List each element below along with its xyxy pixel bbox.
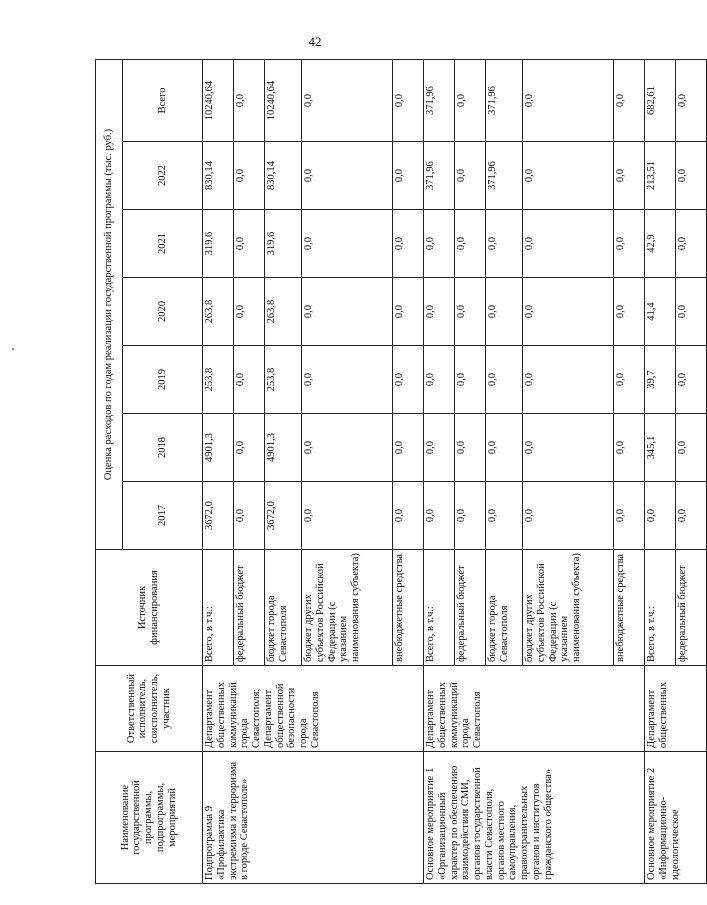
- value-cell: 0,0: [676, 142, 707, 210]
- value-cell: 0,0: [234, 414, 265, 482]
- header-year-2018: 2018: [123, 414, 203, 482]
- value-cell: 0,0: [676, 278, 707, 346]
- rotated-table-frame: [95, 60, 688, 884]
- value-cell: 371,96: [486, 142, 523, 210]
- header-name: Наименование государственной программы, подпрограммы, мероприятий: [96, 752, 203, 884]
- value-cell: 0,0: [676, 346, 707, 414]
- value-cell: 0,0: [302, 210, 393, 278]
- value-cell: 0,0: [424, 346, 455, 414]
- value-cell: 0,0: [455, 346, 486, 414]
- funding-source: бюджет других субъектов Российской Федерации (с указанием наименования субъекта): [523, 550, 614, 666]
- funding-source: бюджет города Севастополя: [486, 550, 523, 666]
- value-cell: 0,0: [393, 414, 424, 482]
- value-cell: 0,0: [676, 414, 707, 482]
- value-cell: 0,0: [234, 346, 265, 414]
- value-cell: 0,0: [614, 210, 645, 278]
- value-cell: 0,0: [302, 142, 393, 210]
- header-year-2021: 2021: [123, 210, 203, 278]
- value-cell: 0,0: [393, 482, 424, 550]
- value-cell: 4901,3: [265, 414, 302, 482]
- value-cell: 0,0: [393, 59, 424, 141]
- value-cell: 0,0: [424, 482, 455, 550]
- value-cell: 4901,3: [203, 414, 234, 482]
- funding-source: внебюджетные средства: [614, 550, 645, 666]
- table-row: [645, 59, 676, 883]
- program-executor: Департамент общественных коммуникаций города Севастополя; Департамент общественной безопасности города Севастополя: [203, 666, 424, 752]
- header-year-2022: 2022: [123, 142, 203, 210]
- value-cell: 830,14: [203, 142, 234, 210]
- value-cell: 0,0: [486, 414, 523, 482]
- value-cell: 371,96: [486, 59, 523, 141]
- value-cell: 0,0: [455, 482, 486, 550]
- value-cell: 0,0: [614, 142, 645, 210]
- value-cell: 0,0: [614, 346, 645, 414]
- value-cell: 0,0: [486, 278, 523, 346]
- program-executor: Департамент общественных: [645, 666, 707, 752]
- value-cell: 0,0: [424, 210, 455, 278]
- funding-source: Всего, в т.ч.:: [203, 550, 234, 666]
- funding-source: Всего, в т.ч.:: [424, 550, 455, 666]
- value-cell: 0,0: [523, 278, 614, 346]
- value-cell: 0,0: [455, 142, 486, 210]
- value-cell: 0,0: [234, 482, 265, 550]
- value-cell: 253,8: [203, 346, 234, 414]
- funding-source: Всего, в т.ч.:: [645, 550, 676, 666]
- value-cell: 0,0: [302, 278, 393, 346]
- program-name: Подпрограмма 9 «Профилактика экстремизма и терроризма в городе Севастополе»: [203, 752, 424, 884]
- program-executor: Департамент общественных коммуникаций города Севастополя: [424, 666, 645, 752]
- value-cell: 0,0: [393, 346, 424, 414]
- value-cell: 10240,64: [265, 59, 302, 141]
- table-row: [203, 59, 234, 883]
- value-cell: 0,0: [234, 278, 265, 346]
- funding-source: федеральный бюджет: [676, 550, 707, 666]
- value-cell: 0,0: [234, 59, 265, 141]
- value-cell: 0,0: [523, 482, 614, 550]
- header-year-2020: 2020: [123, 278, 203, 346]
- value-cell: 371,96: [424, 59, 455, 141]
- value-cell: 0,0: [393, 210, 424, 278]
- header-estimate: Оценка расходов по годам реализации государственной программы (тыс. руб.): [96, 59, 123, 549]
- value-cell: 319,6: [203, 210, 234, 278]
- value-cell: 0,0: [614, 482, 645, 550]
- value-cell: 0,0: [455, 414, 486, 482]
- header-source: Источник финансирования: [96, 550, 203, 666]
- value-cell: 0,0: [486, 210, 523, 278]
- value-cell: 0,0: [302, 346, 393, 414]
- value-cell: 0,0: [424, 278, 455, 346]
- header-executor: Ответственный исполнитель, соисполнитель, участник: [96, 666, 203, 752]
- value-cell: 371,96: [424, 142, 455, 210]
- value-cell: 0,0: [614, 414, 645, 482]
- scan-speck: [12, 348, 14, 350]
- value-cell: 0,0: [523, 414, 614, 482]
- program-name: Основное мероприятие 2 «Информационно-идеологическое: [645, 752, 707, 884]
- value-cell: 0,0: [676, 59, 707, 141]
- value-cell: 3672,0: [265, 482, 302, 550]
- page-number: 42: [308, 34, 322, 49]
- value-cell: 42,9: [645, 210, 676, 278]
- value-cell: 0,0: [302, 59, 393, 141]
- value-cell: 263,8: [265, 278, 302, 346]
- value-cell: 0,0: [523, 59, 614, 141]
- value-cell: 39,7: [645, 346, 676, 414]
- value-cell: 0,0: [302, 414, 393, 482]
- header-year-2017: 2017: [123, 482, 203, 550]
- value-cell: 0,0: [645, 482, 676, 550]
- value-cell: 0,0: [523, 210, 614, 278]
- value-cell: 682,61: [645, 59, 676, 141]
- value-cell: 0,0: [486, 482, 523, 550]
- value-cell: 0,0: [455, 210, 486, 278]
- value-cell: 0,0: [393, 142, 424, 210]
- header-year-2019: 2019: [123, 346, 203, 414]
- value-cell: 0,0: [676, 482, 707, 550]
- funding-source: федеральный бюджет: [455, 550, 486, 666]
- program-name: Основное мероприятие 1 «Организационный характер по обеспечению взаимодействия СМИ, органов государственной власти Севастополя, органов местного самоуправления, правоохранительных органов и институтов гражданского общества»: [424, 752, 645, 884]
- value-cell: 213,51: [645, 142, 676, 210]
- value-cell: 0,0: [614, 59, 645, 141]
- rotated-table: [95, 60, 688, 884]
- value-cell: 253,8: [265, 346, 302, 414]
- value-cell: 10240,64: [203, 59, 234, 141]
- value-cell: 345,1: [645, 414, 676, 482]
- expense-table: [95, 59, 707, 884]
- value-cell: 319,6: [265, 210, 302, 278]
- value-cell: 3672,0: [203, 482, 234, 550]
- value-cell: 41,4: [645, 278, 676, 346]
- value-cell: 0,0: [676, 210, 707, 278]
- value-cell: 0,0: [302, 482, 393, 550]
- value-cell: 0,0: [455, 278, 486, 346]
- funding-source: внебюджетные средства: [393, 550, 424, 666]
- value-cell: 0,0: [523, 346, 614, 414]
- table-row: [424, 59, 455, 883]
- value-cell: 0,0: [424, 414, 455, 482]
- header-total: Всего: [123, 59, 203, 141]
- value-cell: 0,0: [393, 278, 424, 346]
- funding-source: бюджет других субъектов Российской Федерации (с указанием наименования субъекта): [302, 550, 393, 666]
- funding-source: бюджет города Севастополя: [265, 550, 302, 666]
- funding-source: федеральный бюджет: [234, 550, 265, 666]
- value-cell: 0,0: [234, 142, 265, 210]
- value-cell: 263,8: [203, 278, 234, 346]
- value-cell: 0,0: [614, 278, 645, 346]
- value-cell: 0,0: [523, 142, 614, 210]
- value-cell: 0,0: [234, 210, 265, 278]
- value-cell: 0,0: [455, 59, 486, 141]
- value-cell: 0,0: [486, 346, 523, 414]
- value-cell: 830,14: [265, 142, 302, 210]
